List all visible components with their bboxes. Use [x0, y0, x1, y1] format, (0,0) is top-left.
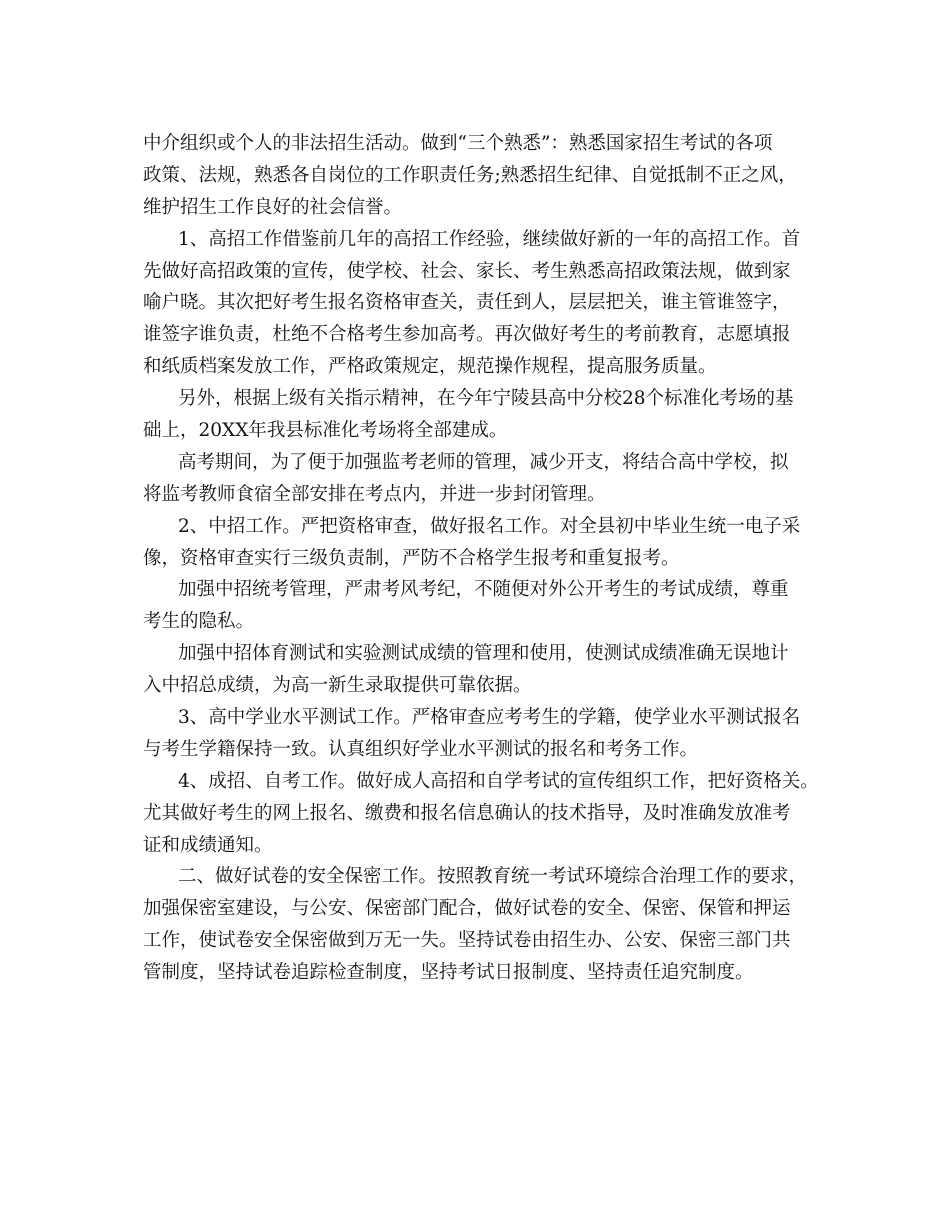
text-line: 础上，20XX年我县标准化考场将全部建成。: [143, 420, 508, 442]
text-line: 加强中招体育测试和实验测试成绩的管理和使用，使测试成绩准确无误地计: [178, 643, 789, 665]
text-line: 加强中招统考管理，严肃考风考纪，不随便对外公开考生的考试成绩，尊重: [178, 579, 789, 601]
text-line: 先做好高招政策的宣传，使学校、社会、家长、考生熟悉高招政策法规，做到家: [143, 260, 791, 282]
text-line: 3、高中学业水平测试工作。严格审查应考考生的学籍，使学业水平测试报名: [178, 707, 801, 729]
text-line: 管制度，坚持试卷追踪检查制度，坚持考试日报制度、坚持责任追究制度。: [143, 962, 754, 984]
text-line: 4、成招、自考工作。做好成人高招和自学考试的宣传组织工作，把好资格关。: [178, 770, 819, 792]
text-line: 加强保密室建设，与公安、保密部门配合，做好试卷的安全、保密、保管和押运: [143, 898, 791, 920]
text-line: 2、中招工作。严把资格审查，做好报名工作。对全县初中毕业生统一电子采: [178, 515, 801, 537]
text-line: 维护招生工作良好的社会信誉。: [143, 196, 403, 218]
text-line: 证和成绩通知。: [143, 834, 273, 856]
document-body: [143, 128, 823, 989]
text-line: 政策、法规，熟悉各自岗位的工作职责任务;熟悉招生纪律、自觉抵制不正之风，: [143, 164, 797, 186]
text-line: 谁签字谁负责，杜绝不合格考生参加高考。再次做好考生的考前教育，志愿填报: [143, 324, 791, 346]
text-line: 尤其做好考生的网上报名、缴费和报名信息确认的技术指导，及时准确发放准考: [143, 802, 791, 824]
text-line: 二、做好试卷的安全保密工作。按照教育统一考试环境综合治理工作的要求，: [178, 866, 808, 888]
text-line: 中介组织或个人的非法招生活动。做到“三个熟悉”：熟悉国家招生考试的各项: [143, 133, 773, 154]
text-line: 像，资格审查实行三级负责制，严防不合格学生报考和重复报考。: [143, 547, 680, 569]
text-line: 将监考教师食宿全部安排在考点内，并进一步封闭管理。: [143, 483, 606, 505]
text-line: 另外，根据上级有关指示精神，在今年宁陵县高中分校28个标准化考场的基: [178, 388, 794, 410]
text-line: 考生的隐私。: [143, 611, 255, 633]
text-line: 和纸质档案发放工作，严格政策规定，规范操作规程，提高服务质量。: [143, 356, 717, 378]
text-line: 1、高招工作借鉴前几年的高招工作经验，继续做好新的一年的高招工作。首: [178, 228, 801, 250]
text-line: 入中招总成绩，为高一新生录取提供可靠依据。: [143, 675, 532, 697]
text-line: 高考期间，为了便于加强监考老师的管理，减少开支，将结合高中学校，拟: [178, 451, 789, 473]
text-line: 工作，使试卷安全保密做到万无一失。坚持试卷由招生办、公安、保密三部门共: [143, 930, 791, 952]
text-line: 喻户晓。其次把好考生报名资格审查关，责任到人，层层把关，谁主管谁签字，: [143, 292, 791, 314]
text-line: 与考生学籍保持一致。认真组织好学业水平测试的报名和考务工作。: [143, 738, 699, 760]
